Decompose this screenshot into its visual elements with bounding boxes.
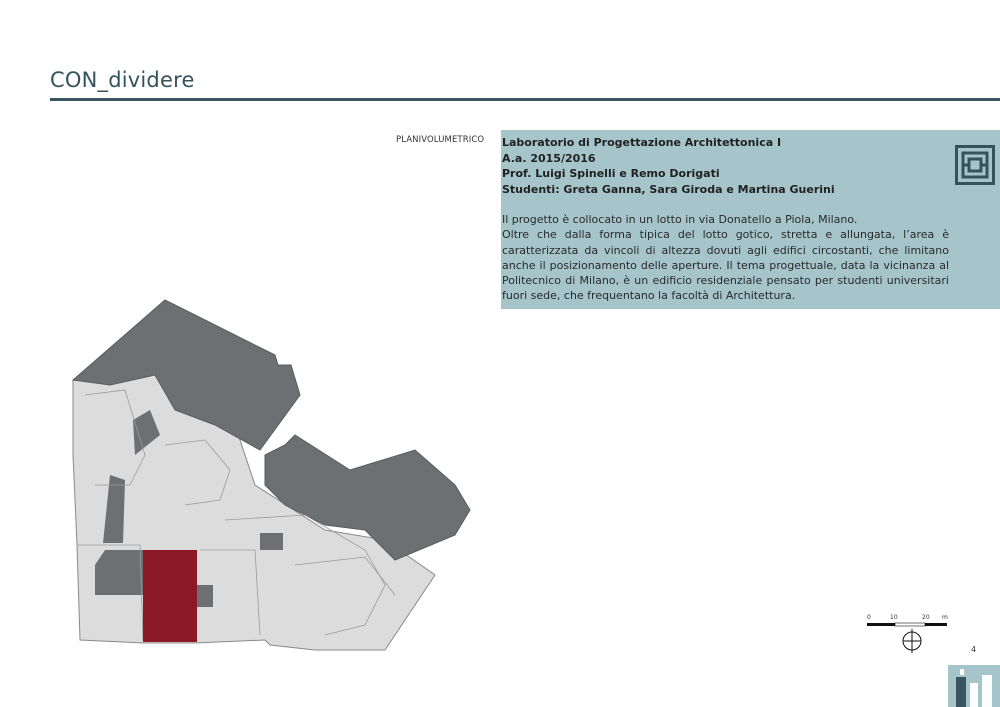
- section-label: PLANIVOLUMETRICO: [396, 135, 485, 145]
- project-building: [143, 550, 197, 642]
- academic-year: A.a. 2015/2016: [502, 151, 596, 165]
- square-meander-icon: [955, 145, 995, 185]
- page-title: CON_dividere: [50, 68, 195, 92]
- scale-label-10: 10: [890, 614, 898, 621]
- building-inner-dark-4: [195, 585, 213, 607]
- building-inner-dark-3: [95, 550, 143, 595]
- description-location: Il progetto è collocato in un lotto in via Donatello a Piola, Milano.: [502, 213, 858, 226]
- north-arrow-icon: [903, 629, 921, 653]
- building-corner-icon: [948, 665, 1000, 707]
- students: Studenti: Greta Ganna, Sara Giroda e Martina Guerini: [502, 182, 835, 196]
- site-plan: [65, 295, 480, 655]
- info-panel: [501, 130, 1000, 309]
- course-headings: [502, 135, 835, 197]
- description-text: Oltre che dalla forma tipica del lotto gotico, stretta e allungata, l’area è caratterizzata da vincoli di altezza dovuti agli edifici circostanti, che limitano anche il posizionamento delle aperture. Il tema progettuale, data la vicinanza al Politecnico di Milano, è un edificio residenziale pensato per studenti universitari fuori sede, che frequentano la facoltà di Architettura.: [502, 228, 949, 303]
- scale-bar: [862, 607, 962, 662]
- project-description: [502, 212, 949, 304]
- page-number: 4: [971, 645, 977, 654]
- scale-label-unit: m: [942, 614, 948, 621]
- scale-label-20: 20: [922, 614, 930, 621]
- title-rule: [50, 98, 1000, 101]
- building-inner-dark-5: [260, 533, 283, 550]
- scale-label-0: 0: [867, 614, 871, 621]
- course-title: Laboratorio di Progettazione Architettonica I: [502, 136, 782, 149]
- professors: Prof. Luigi Spinelli e Remo Dorigati: [502, 167, 720, 180]
